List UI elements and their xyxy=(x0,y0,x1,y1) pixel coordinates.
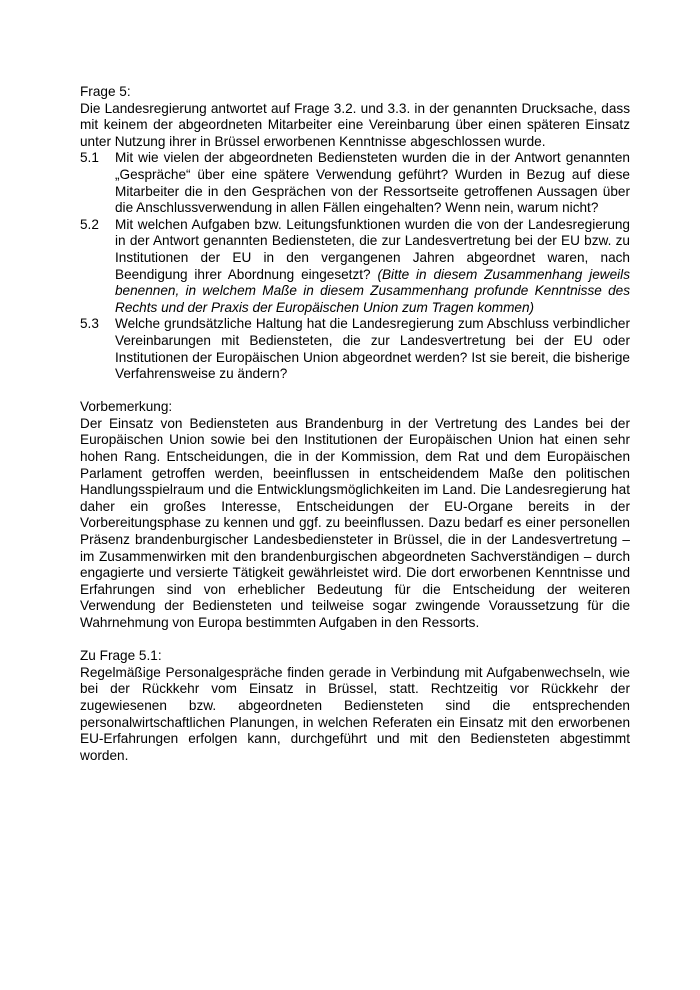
document-content xyxy=(80,84,630,764)
frage5-question-list xyxy=(80,150,630,382)
question-text-italic-note: (Bitte in diesem Zusammenhang jeweils benennen, in welchem Maße in diesem Zusammenhang profunde Kenntnisse des Rechts und der Praxis der Europäischen Union zum Tragen kommen) xyxy=(115,266,630,315)
vorbemerkung-section xyxy=(80,399,630,631)
question-number: 5.1 xyxy=(80,150,99,166)
question-item-5-1 xyxy=(80,150,630,216)
zu-frage-5-1-heading: Zu Frage 5.1: xyxy=(80,648,162,664)
vorbemerkung-paragraph: Der Einsatz von Bediensteten aus Brandenburg in der Vertretung des Landes bei der Europäischen Union sowie bei den Institutionen der Europäischen Union hat einen sehr hohen Rang. Entscheidungen, die in der Kommission, dem Rat und dem Europäischen Parlament getroffen werden, beeinflussen in entscheidendem Maße den politischen Handlungsspielraum und die Entwicklungsmöglichkeiten im Land. Die Landesregierung hat daher ein großes Interesse, Entscheidungen der EU-Organe bereits in der Vorbereitungsphase zu kennen und ggf. zu beeinflussen. Dazu bedarf es einer personellen Präsenz brandenburgischer Landesbediensteter in Brüssel, die in der Landesvertretung – im Zusammenwirken mit den brandenburgischen abgeordneten Sachverständigen – durch engagierte und versierte Tätigkeit gewährleistet wird. Die dort erworbenen Kenntnisse und Erfahrungen sind von erheblicher Bedeutung für die Entscheidung der weiteren Verwendung der Bediensteten und teilweise sogar zwingende Voraussetzung für die Wahrnehmung von Europa bestimmten Aufgaben in den Ressorts. xyxy=(80,415,630,630)
question-text: Mit wie vielen der abgeordneten Bediensteten wurden die in der Antwort genannten „Gespräche“ über eine spätere Verwendung geführt? Wurden in Bezug auf diese Mitarbeiter die in den Gesprächen von der Ressortseite getroffenen Aussagen über die Anschlussverwendung in allen Fällen eingehalten? Wenn nein, warum nicht? xyxy=(115,150,630,216)
question-item-5-3 xyxy=(80,316,630,382)
frage5-section xyxy=(80,84,630,383)
frage5-intro-paragraph: Die Landesregierung antwortet auf Frage 3.2. und 3.3. in der genannten Drucksache, dass mit keinem der abgeordneten Mitarbeiter eine Vereinbarung über einen späteren Einsatz unter Nutzung ihrer in Brüssel erworbenen Kenntnisse abgeschlossen wurde. xyxy=(80,100,630,149)
question-text xyxy=(115,217,630,317)
question-number: 5.3 xyxy=(80,316,99,332)
zu-frage-5-1-paragraph: Regelmäßige Personalgespräche finden gerade in Verbindung mit Aufgabenwechseln, wie bei der Rückkehr vom Einsatz in Brüssel, statt. Rechtzeitig vor Rückkehr der zugewiesenen bzw. abgeordneten Bediensteten sind die entsprechenden personalwirtschaftlichen Planungen, in welchen Referaten ein Einsatz mit den erworbenen EU-Erfahrungen erfolgen kann, durchgeführt und mit den Bediensteten abgestimmt worden. xyxy=(80,664,630,763)
vorbemerkung-heading: Vorbemerkung: xyxy=(80,399,173,415)
question-text-regular: Mit welchen Aufgaben bzw. Leitungsfunktionen wurden die von der Landesregierung in der Antwort genannten Bediensteten, die zur Landesvertretung bei der EU bzw. zu Institutionen der EU in den vergangenen Jahren abgeordnet waren, nach Beendigung ihrer Abordnung eingesetzt? xyxy=(115,216,630,282)
question-number: 5.2 xyxy=(80,216,99,232)
zu-frage-5-1-section xyxy=(80,648,630,764)
frage5-heading: Frage 5: xyxy=(80,84,131,99)
question-item-5-2 xyxy=(80,217,630,317)
question-text: Welche grundsätzliche Haltung hat die Landesregierung zum Abschluss verbindlicher Vereinbarungen mit Bediensteten, die zur Landesvertretung bei der EU oder Institutionen der Europäischen Union abgeordnet werden? Ist sie bereit, die bisherige Verfahrensweise zu ändern? xyxy=(115,316,630,382)
